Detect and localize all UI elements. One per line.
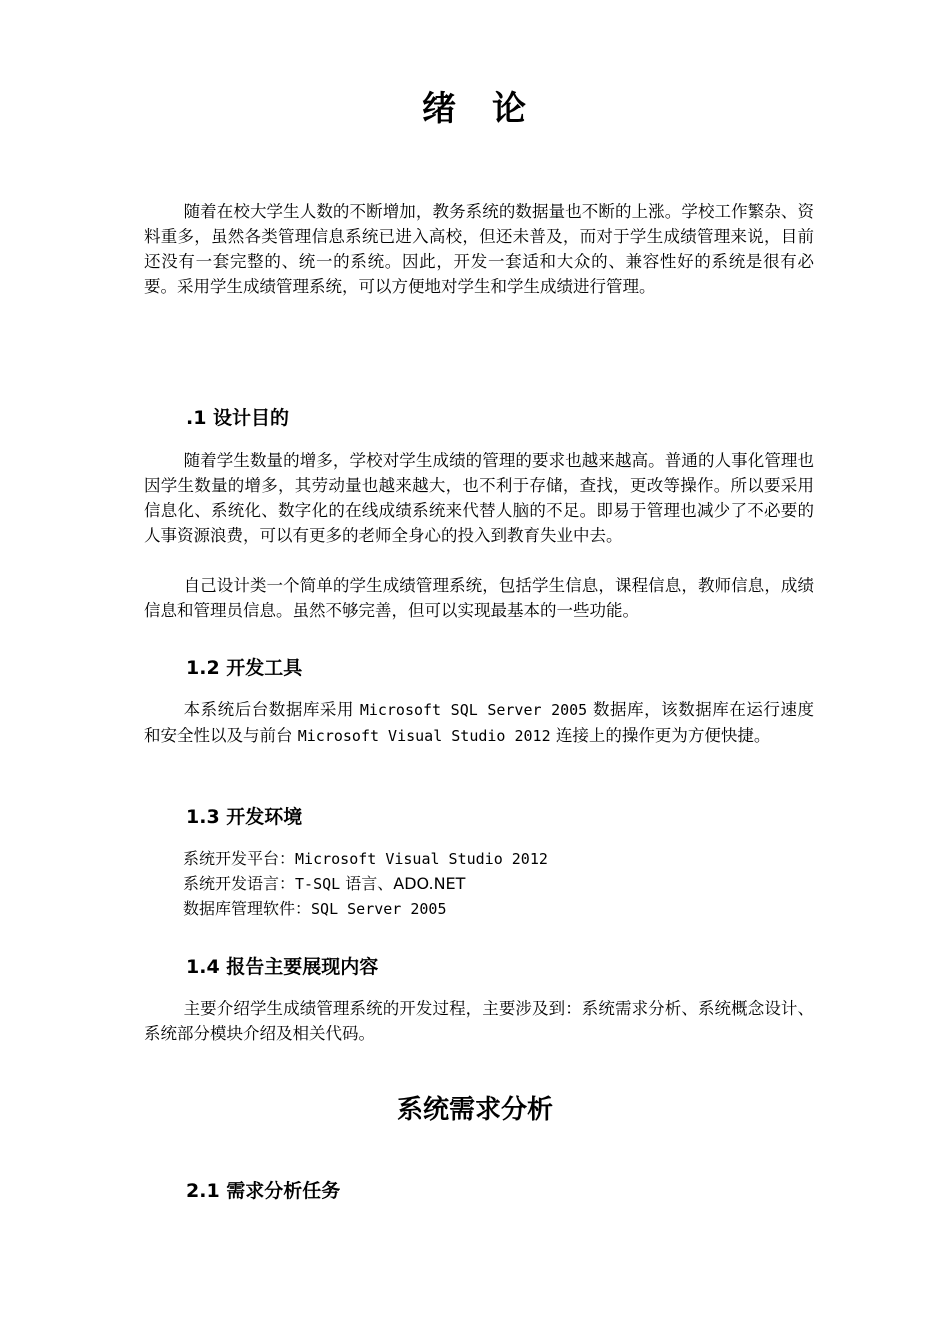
dev-tools-text-3: 连接上的操作更为方便快捷。 — [555, 726, 771, 745]
dev-env-line-platform — [183, 846, 548, 872]
dev-env-value: Microsoft Visual Studio 2012 — [295, 850, 548, 868]
chapter-1-title-char-1: 绪 — [422, 89, 458, 129]
sql-server-name: Microsoft SQL Server 2005 — [359, 701, 588, 719]
dev-tools-paragraph — [144, 697, 814, 749]
chapter-2-title: 系统需求分析 — [396, 1095, 553, 1125]
section-heading-dev-tools: 1.2 开发工具 — [186, 657, 303, 679]
dev-tools-text-2: 数据库，该数据库在运行速度和安全性以及与前台 — [144, 700, 815, 745]
section-heading-design-purpose: .1 设计目的 — [186, 407, 290, 429]
dev-env-value: T-SQL — [295, 875, 341, 893]
design-purpose-paragraph-1: 随着学生数量的增多，学校对学生成绩的管理的要求也越来越高。普通的人事化管理也因学生数量的增多，其劳动量也越来越大，也不利于存储，查找，更改等操作。所以要采用信息化、系统化、数字化的在线成绩系统来代替人脑的不足。即易于管理也减少了不必要的人事资源浪费，可以有更多的老师全身心的投入到教育失业中去。 — [144, 451, 814, 545]
section-heading-dev-env: 1.3 开发环境 — [186, 806, 303, 828]
section-heading-requirement-task: 2.1 需求分析任务 — [186, 1180, 341, 1202]
dev-env-suffix: 语言、ADO.NET — [345, 874, 466, 893]
dev-env-label: 系统开发语言： — [183, 874, 296, 893]
dev-env-line-database — [183, 896, 446, 922]
chapter-1-title — [0, 89, 950, 129]
section-heading-report-content: 1.4 报告主要展现内容 — [186, 956, 379, 978]
chapter-1-title-char-2: 论 — [492, 89, 528, 129]
dev-env-label: 数据库管理软件： — [183, 899, 312, 918]
dev-env-value: SQL Server 2005 — [311, 900, 447, 918]
dev-env-line-language — [183, 871, 465, 897]
design-purpose-paragraph-2: 自己设计类一个简单的学生成绩管理系统，包括学生信息，课程信息，教师信息，成绩信息和管理员信息。虽然不够完善，但可以实现最基本的一些功能。 — [144, 576, 814, 620]
intro-paragraph: 随着在校大学生人数的不断增加，教务系统的数据量也不断的上涨。学校工作繁杂、资料重多，虽然各类管理信息系统已进入高校，但还未普及，而对于学生成绩管理来说，目前还没有一套完整的、统一的系统。因此，开发一套适和大众的、兼容性好的系统是很有必要。采用学生成绩管理系统，可以方便地对学生和学生成绩进行管理。 — [144, 202, 814, 296]
report-content-paragraph: 主要介绍学生成绩管理系统的开发过程，主要涉及到：系统需求分析、系统概念设计、系统部分模块介绍及相关代码。 — [144, 999, 814, 1043]
dev-env-label: 系统开发平台： — [183, 849, 296, 868]
dev-tools-text-1: 本系统后台数据库采用 — [183, 700, 355, 719]
visual-studio-name: Microsoft Visual Studio 2012 — [297, 727, 551, 745]
